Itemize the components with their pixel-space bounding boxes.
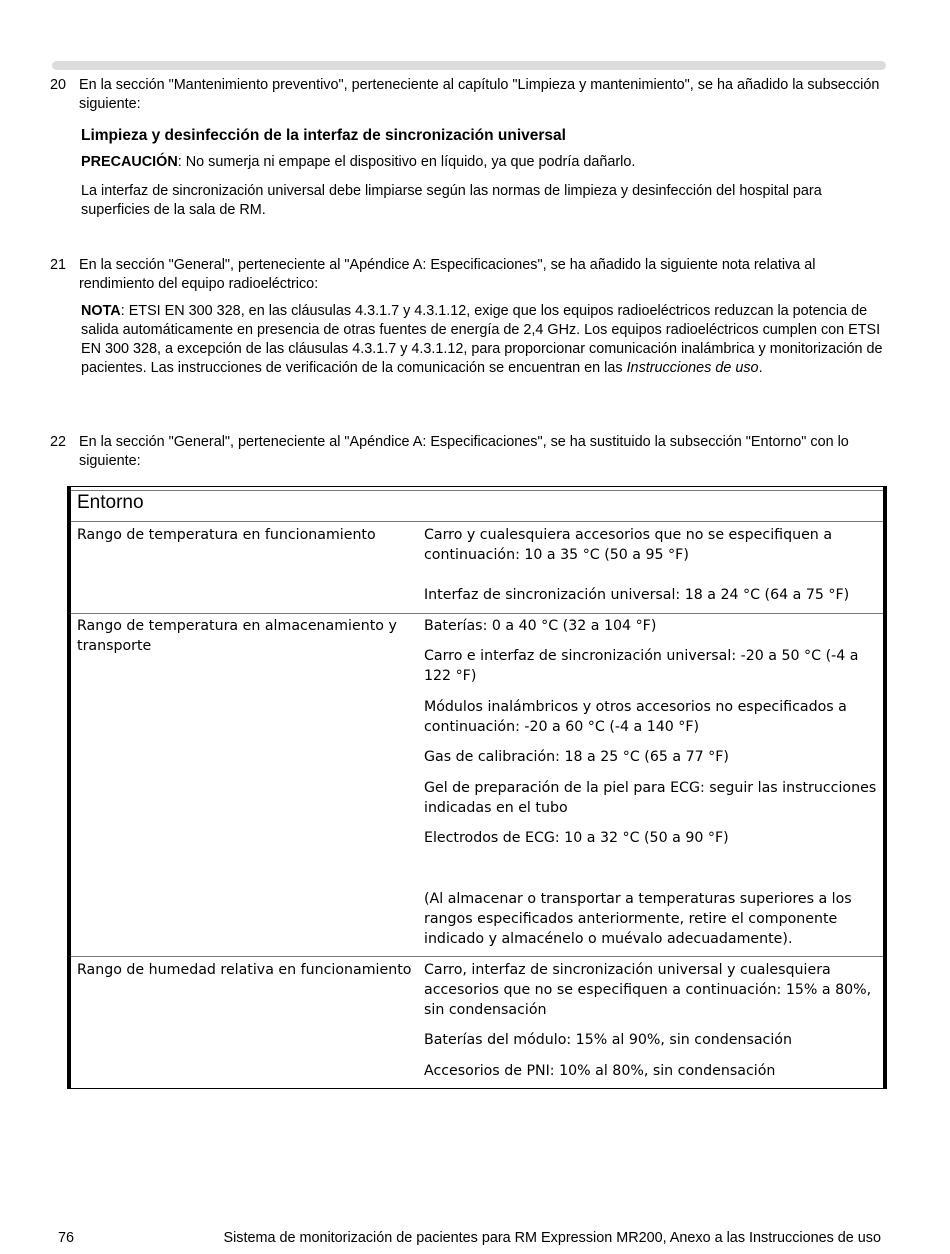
- note-label: NOTA: [81, 303, 121, 319]
- caution-text: : No sumerja ni empape el dispositivo en líquido, ya que podría dañarlo.: [177, 154, 636, 170]
- table-top-border: [71, 486, 883, 487]
- item-text: En la sección "Mantenimiento preventivo", perteneciente al capítulo "Limpieza y mantenimiento", se ha añadido la subsección siguiente:: [79, 77, 880, 112]
- item-number: 20: [50, 77, 67, 93]
- row-value: Gel de preparación de la piel para ECG: seguir las instrucciones indicadas en el tubo: [424, 780, 877, 816]
- header-rule: [52, 61, 886, 70]
- row-divider: [71, 613, 883, 614]
- row-value: Carro y cualesquiera accesorios que no se especifiquen a continuación: 10 a 35 °C (50 a 95 °F): [424, 527, 833, 563]
- row-value: Baterías del módulo: 15% al 90%, sin condensación: [424, 1032, 792, 1048]
- body-paragraph: La interfaz de sincronización universal debe limpiarse según las normas de limpieza y desinfección del hospital para superficies de la sala de RM.: [81, 183, 822, 218]
- section-heading: Limpieza y desinfección de la interfaz de sincronización universal: [81, 127, 566, 144]
- row-value: (Al almacenar o transportar a temperaturas superiores a los rangos especificados anteriormente, retire el componente indicado y almacénelo o muévalo adecuadamente).: [424, 891, 852, 947]
- item-text: En la sección "General", perteneciente al "Apéndice A: Especificaciones", se ha añadido la siguiente nota relativa al rendimiento del equipo radioeléctrico:: [79, 257, 816, 292]
- row-label: Rango de humedad relativa en funcionamiento: [77, 962, 412, 978]
- item-text: En la sección "General", perteneciente al "Apéndice A: Especificaciones", se ha sustituido la subsección "Entorno" con lo siguiente:: [79, 434, 849, 469]
- environment-table: [67, 486, 887, 1089]
- list-item-20: [50, 76, 886, 114]
- row-label: Rango de temperatura en almacenamiento y transporte: [77, 618, 397, 654]
- row-value: Módulos inalámbricos y otros accesorios no especificados a continuación: -20 a 60 °C (-4 a 140 °F): [424, 699, 847, 735]
- table-title: Entorno: [77, 492, 144, 513]
- list-item-22: [50, 433, 886, 471]
- row-value: Interfaz de sincronización universal: 18 a 24 °C (64 a 75 °F): [424, 587, 850, 603]
- row-value: Accesorios de PNI: 10% al 80%, sin condensación: [424, 1063, 776, 1079]
- note-end: .: [758, 360, 763, 376]
- note-italic: Instrucciones de uso: [626, 360, 759, 376]
- row-value: Electrodos de ECG: 10 a 32 °C (50 a 90 °F): [424, 830, 729, 846]
- row-value: Gas de calibración: 18 a 25 °C (65 a 77 °F): [424, 749, 729, 765]
- row-divider: [71, 521, 883, 522]
- footer-title: Sistema de monitorización de pacientes para RM Expression MR200, Anexo a las Instrucciones de uso: [223, 1230, 881, 1246]
- note-paragraph: [81, 302, 886, 378]
- caution-label: PRECAUCIÓN: [81, 154, 178, 170]
- row-divider: [71, 956, 883, 957]
- table-top-border-inner: [71, 490, 883, 491]
- row-label: Rango de temperatura en funcionamiento: [77, 527, 376, 543]
- item-number: 22: [50, 434, 67, 450]
- list-item-21: [50, 256, 886, 294]
- page-number: 76: [58, 1230, 75, 1246]
- row-value: Baterías: 0 a 40 °C (32 a 104 °F): [424, 618, 657, 634]
- item-number: 21: [50, 257, 67, 273]
- row-value: Carro e interfaz de sincronización universal: -20 a 50 °C (-4 a 122 °F): [424, 648, 859, 684]
- caution-paragraph: [81, 153, 886, 172]
- note-text: : ETSI EN 300 328, en las cláusulas 4.3.1.7 y 4.3.1.12, exige que los equipos radioeléctricos reduzcan la potencia de salida automáticamente en presencia de otras fuentes de energía de 2,4 GHz. Los equipos radioeléctricos cumplen con ETSI EN 300 328, a excepción de las cláusulas 4.3.1.7 y 4.3.1.12, para proporcionar comunicación inalámbrica y monitorización de pacientes. Las instrucciones de verificación de la comunicación se encuentran en las: [81, 303, 883, 376]
- row-value: Carro, interfaz de sincronización universal y cualesquiera accesorios que no se especifiquen a continuación: 15% a 80%, sin condensación: [424, 962, 872, 1018]
